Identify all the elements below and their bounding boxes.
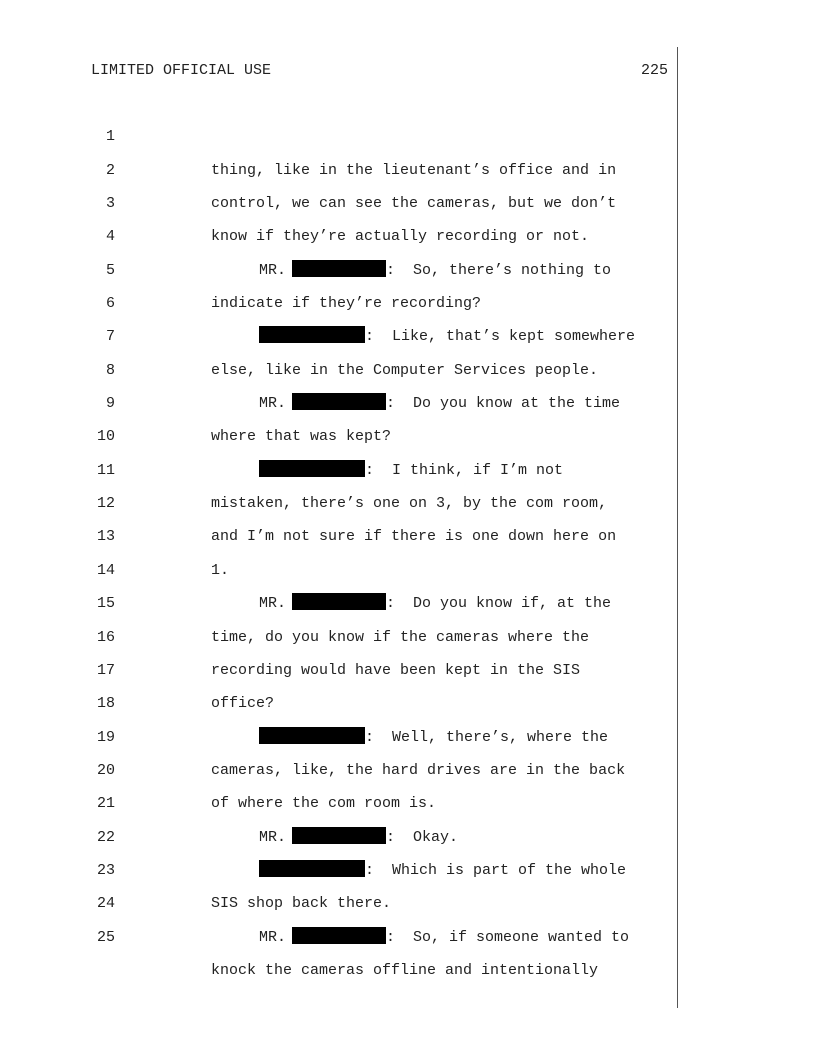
line-number: 13 — [96, 528, 115, 546]
line-number: 8 — [105, 361, 115, 379]
line-number: 21 — [96, 795, 115, 813]
line-text: control, we can see the cameras, but we don’t — [211, 195, 617, 213]
speaker-prefix: MR. — [259, 828, 287, 846]
line-text: of where the com room is. — [211, 795, 437, 813]
line-number: 23 — [96, 861, 115, 879]
line-number: 20 — [96, 761, 115, 779]
line-text: office? — [211, 695, 275, 713]
speaker-line — [259, 921, 629, 954]
line-number: 18 — [96, 695, 115, 713]
line-number: 15 — [96, 595, 115, 613]
line-text: : Well, there’s, where the — [365, 728, 609, 746]
line-text: : Like, that’s kept somewhere — [365, 328, 636, 346]
line-number: 19 — [96, 728, 115, 746]
line-text: time, do you know if the cameras where the — [211, 628, 590, 646]
transcript-lines — [0, 87, 670, 979]
line-number: 1 — [105, 128, 115, 146]
line-text: : Do you know if, at the — [386, 595, 612, 613]
line-text: mistaken, there’s one on 3, by the com room, — [211, 495, 608, 513]
line-number: 17 — [96, 661, 115, 679]
line-text: : Okay. — [386, 828, 459, 846]
line-number: 14 — [96, 561, 115, 579]
speaker-prefix: MR. — [259, 395, 287, 413]
line-number: 10 — [96, 428, 115, 446]
line-number: 24 — [96, 895, 115, 913]
line-text: else, like in the Computer Services people. — [211, 361, 599, 379]
right-margin-rule — [677, 47, 678, 1008]
line-number: 3 — [105, 195, 115, 213]
line-number: 5 — [105, 261, 115, 279]
line-number: 4 — [105, 228, 115, 246]
line-text: where that was kept? — [211, 428, 392, 446]
line-text: : So, if someone wanted to — [386, 928, 630, 946]
line-text: thing, like in the lieutenant’s office and in — [211, 161, 617, 179]
line-number: 11 — [96, 461, 115, 479]
line-number: 2 — [105, 161, 115, 179]
line-number: 7 — [105, 328, 115, 346]
line-text: and I’m not sure if there is one down here on — [211, 528, 617, 546]
line-text: knock the cameras offline and intentionally — [211, 961, 599, 979]
speaker-prefix: MR. — [259, 261, 287, 279]
line-number: 22 — [96, 828, 115, 846]
line-number: 25 — [96, 928, 115, 946]
line-text: cameras, like, the hard drives are in the back — [211, 761, 626, 779]
page-number: 225 — [640, 62, 668, 79]
line-number: 16 — [96, 628, 115, 646]
line-text: : I think, if I’m not — [365, 461, 564, 479]
line-text: SIS shop back there. — [211, 895, 392, 913]
line-text: indicate if they’re recording? — [211, 295, 482, 313]
classification-header: LIMITED OFFICIAL USE — [91, 62, 272, 79]
line-text: : So, there’s nothing to — [386, 261, 612, 279]
speaker-prefix: MR. — [259, 928, 287, 946]
line-text: : Do you know at the time — [386, 395, 621, 413]
line-number: 9 — [105, 395, 115, 413]
transcript-line — [0, 87, 670, 179]
line-text: recording would have been kept in the SIS — [211, 661, 581, 679]
line-number: 12 — [96, 495, 115, 513]
line-text: : Which is part of the whole — [365, 861, 627, 879]
line-text: know if they’re actually recording or not. — [211, 228, 590, 246]
redacted-name — [292, 927, 386, 944]
line-number: 6 — [105, 295, 115, 313]
speaker-prefix: MR. — [259, 595, 287, 613]
line-text: 1. — [211, 561, 230, 579]
